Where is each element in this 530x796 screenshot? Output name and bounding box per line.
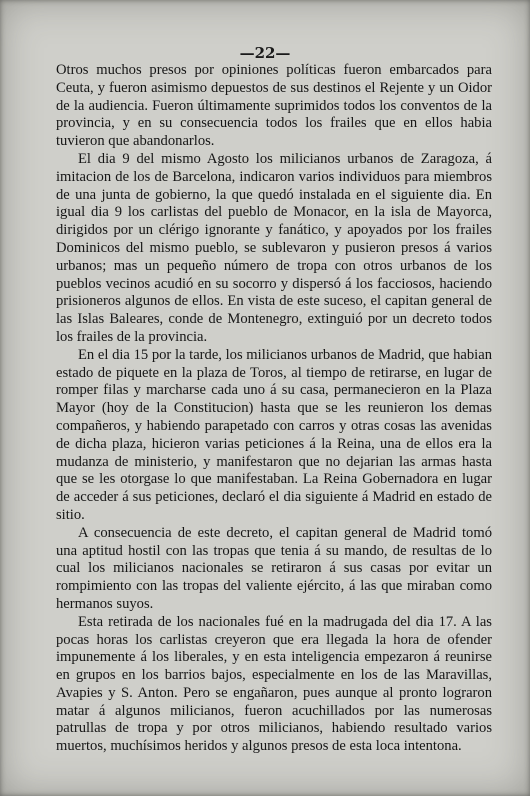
- paragraph: Esta retirada de los nacionales fué en la madrugada del dia 17. A las pocas horas los carlistas creyeron que era llegada la hora de ofender impunemente á los liberales, y en esta inteligencia empezaron á reunirse en grupos en los barrios bajos, especialmente en los de las Maravillas, Avapies y S. Anton. Pero se engañaron, pues aunque al pronto lograron matar á algunos milicianos, fueron acuchillados por las numerosas patrullas de tropa y por otros milicianos, habiendo resultado varios muertos, muchísimos heridos y algunos presos de esta loca intentona.: [56, 613, 492, 755]
- paragraph: En el dia 15 por la tarde, los milicianos urbanos de Madrid, que habian estado de piquete en la plaza de Toros, al tiempo de retirarse, en lugar de romper filas y marcharse cada uno á su casa, permanecieron en la Plaza Mayor (hoy de la Constitucion) hasta que se les reunieron los demas compañeros, y habiendo parapetado con carros y otras cosas las avenidas de dicha plaza, hicieron varias peticiones á la Reina, una de ellos era la mudanza de ministerio, y manifestaron que no dejarian las armas hasta que se les otorgase lo que manifestaban. La Reina Gobernadora en lugar de acceder á sus peticiones, declaró el dia siguiente á Madrid en estado de sitio.: [56, 346, 492, 523]
- paragraph: El dia 9 del mismo Agosto los milicianos urbanos de Zaragoza, á imitacion de los de Barcelona, indicaron varios individuos para miembros de una junta de gobierno, la que quedó instalada en el siguiente dia. En igual dia 9 los carlistas del pueblo de Monacor, en la isla de Mayorca, dirigidos por un clérigo ignorante y fanático, y apoyados por los frailes Dominicos del mismo pueblo, se sublevaron y pusieron presos á varios urbanos; mas un pequeño número de tropa con otros urbanos de los pueblos vecinos acudió en su socorro y dispersó á los facciosos, haciendo prisioneros algunos de ellos. En vista de este suceso, el capitan general de las Islas Baleares, conde de Montenegro, extinguió por un decreto todos los frailes de la provincia.: [56, 150, 492, 345]
- page-number: —22—: [239, 44, 291, 62]
- paragraph: A consecuencia de este decreto, el capitan general de Madrid tomó una aptitud hostil con las tropas que tenia á su mando, de resultas de lo cual los milicianos nacionales se retiraron á sus casas por evitar un rompimiento con las tropas del valiente ejército, á las que miraban como hermanos suyos.: [56, 524, 492, 612]
- paragraph: Otros muchos presos por opiniones políticas fueron embarcados para Ceuta, y fueron asimismo depuestos de sus destinos el Rejente y un Oidor de la audiencia. Fueron últimamente suprimidos todos los conventos de la provincia, y en su consecuencia todos los frailes que en ellos habia tuvieron que abandonarlos.: [56, 62, 492, 150]
- body-text: [56, 62, 492, 756]
